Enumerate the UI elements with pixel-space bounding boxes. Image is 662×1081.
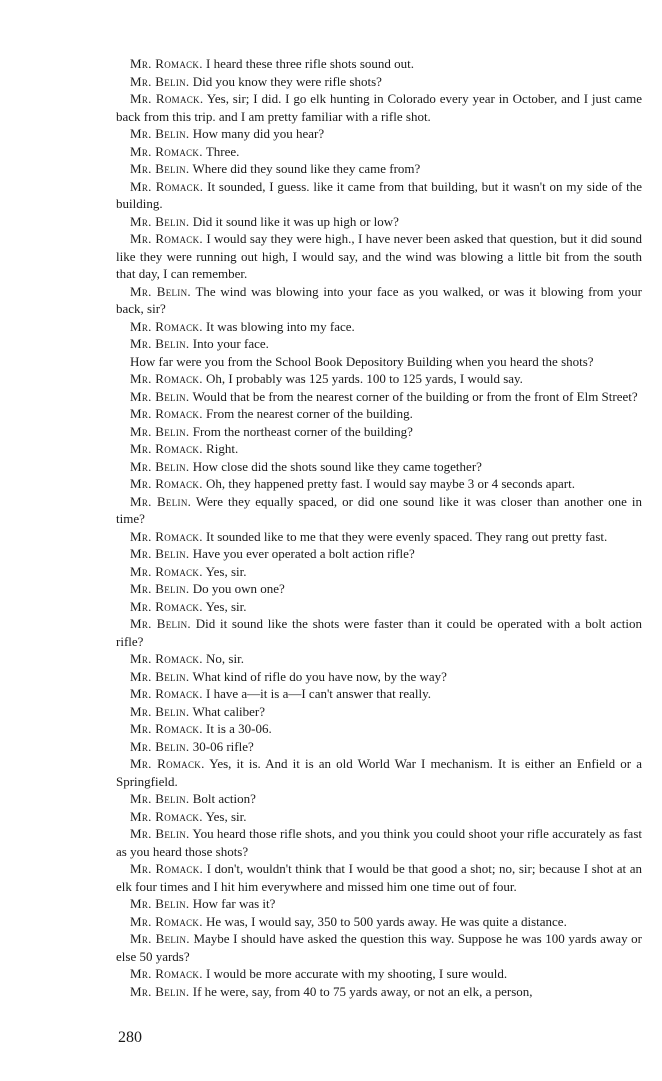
speech-text: How far was it? [192, 896, 276, 911]
speech-text: The wind was blowing into your face as you walked, or was it blowing from your back, sir? [116, 283, 642, 316]
speaker-name: Mr. Belin. [130, 458, 190, 474]
page-number: 280 [118, 1029, 142, 1046]
speech-text: Yes, it is. And it is an old World War I mechanism. It is either an Enfield or a Springfield. [116, 756, 642, 789]
testimony-paragraph [116, 650, 642, 668]
testimony-paragraph [116, 563, 642, 581]
speech-text: 30-06 rifle? [192, 738, 254, 754]
testimony-paragraph [116, 528, 642, 546]
speech-text: Yes, sir. [205, 808, 247, 824]
speaker-name: Mr. Romack. [130, 178, 204, 194]
speaker-name: Mr. Belin. [130, 546, 190, 561]
speech-text: Yes, sir; I did. I go elk hunting in Colorado every year in October, and I just came back from this trip. and I am pretty familiar with a rifle shot. [116, 91, 642, 124]
speaker-name: Mr. Romack. [130, 143, 203, 159]
speech-text: Do you own one? [192, 581, 285, 596]
testimony-paragraph [116, 178, 642, 213]
speech-text: Into your face. [192, 336, 269, 351]
speaker-name: Mr. Romack. [130, 476, 203, 491]
testimony-paragraph [116, 125, 642, 143]
speech-text: How many did you hear? [192, 126, 325, 141]
speech-text: Have you ever operated a bolt action rifle? [192, 546, 415, 561]
speech-text: How far were you from the School Book Depository Building when you heard the shots? [130, 353, 594, 369]
speaker-name: Mr. Belin. [130, 826, 190, 841]
speaker-name: Mr. Romack. [130, 808, 203, 824]
speaker-name: Mr. Belin. [130, 581, 190, 596]
speech-text: Three. [205, 143, 240, 159]
speaker-name: Mr. Romack. [130, 861, 204, 876]
testimony-paragraph [116, 615, 642, 650]
testimony-paragraph [116, 213, 642, 231]
speech-text: Where did they sound like they came from? [192, 161, 421, 176]
speech-text: If he were, say, from 40 to 75 yards away, or not an elk, a person, [192, 983, 533, 999]
speech-text: Maybe I should have asked the question this way. Suppose he was 100 yards away or else 50 yards? [116, 931, 643, 964]
speech-text: It sounded like to me that they were evenly spaced. They rang out pretty fast. [206, 528, 608, 544]
speech-text: From the nearest corner of the building. [206, 406, 413, 421]
speaker-name: Mr. Belin. [130, 493, 192, 509]
speech-text: What caliber? [192, 703, 266, 719]
speaker-name: Mr. Belin. [130, 73, 190, 89]
speaker-name: Mr. Belin. [130, 161, 190, 176]
testimony-paragraph [116, 55, 642, 73]
speaker-name: Mr. Romack. [130, 721, 203, 736]
speaker-name: Mr. Belin. [130, 616, 191, 631]
testimony-paragraph [116, 90, 642, 125]
testimony-paragraph [116, 283, 642, 318]
speaker-name: Mr. Belin. [130, 283, 191, 299]
testimony-paragraph [116, 825, 642, 860]
speaker-name: Mr. Romack. [130, 371, 203, 386]
testimony-paragraph [116, 73, 642, 91]
speaker-name: Mr. Romack. [130, 563, 203, 579]
speech-text: How close did the shots sound like they came together? [192, 458, 482, 474]
speaker-name: Mr. Belin. [130, 931, 190, 946]
speaker-name: Mr. Romack. [130, 966, 203, 981]
speech-text: Did it sound like the shots were faster than it could be operated with a bolt action rifle? [116, 616, 642, 649]
testimony-paragraph [116, 230, 642, 283]
testimony-paragraph [116, 423, 642, 441]
testimony-paragraph [116, 143, 642, 161]
speaker-name: Mr. Romack. [130, 528, 203, 544]
speech-text: I have a—it is a—I can't answer that really. [206, 686, 431, 701]
speaker-name: Mr. Belin. [130, 983, 190, 999]
speaker-name: Mr. Belin. [130, 388, 190, 404]
testimony-paragraph [116, 545, 642, 563]
speaker-name: Mr. Belin. [130, 703, 190, 719]
speaker-name: Mr. Romack. [130, 91, 204, 106]
testimony-paragraph [116, 930, 642, 965]
speech-text: He was, I would say, 350 to 500 yards away. He was quite a distance. [206, 913, 567, 929]
speech-text: Were they equally spaced, or did one sound like it was closer than another one in time? [116, 493, 643, 526]
testimony-paragraph [116, 913, 642, 931]
testimony-paragraph [116, 405, 642, 423]
speech-text: It was blowing into my face. [206, 318, 355, 334]
testimony-paragraph [116, 720, 642, 738]
testimony-paragraph [116, 440, 642, 458]
testimony-paragraph [116, 598, 642, 616]
speaker-name: Mr. Belin. [130, 423, 190, 439]
speech-text: It is a 30-06. [206, 721, 272, 736]
speech-text: Bolt action? [192, 791, 256, 806]
testimony-paragraph [116, 755, 642, 790]
testimony-paragraph [116, 983, 642, 1001]
testimony-paragraph [116, 335, 642, 353]
transcript-body [116, 55, 642, 1000]
speech-text: You heard those rifle shots, and you think you could shoot your rifle accurately as fast as you heard those shots? [116, 826, 642, 859]
speaker-name: Mr. Romack. [130, 318, 203, 334]
testimony-paragraph [116, 860, 642, 895]
speech-text: No, sir. [206, 651, 244, 666]
speech-text: Yes, sir. [205, 563, 247, 579]
speaker-name: Mr. Romack. [130, 756, 205, 771]
testimony-paragraph [116, 965, 642, 983]
speaker-name: Mr. Romack. [130, 686, 203, 701]
speaker-name: Mr. Belin. [130, 738, 190, 754]
speaker-name: Mr. Romack. [130, 651, 203, 666]
speaker-name: Mr. Belin. [130, 896, 190, 911]
testimony-paragraph [116, 703, 642, 721]
speaker-name: Mr. Belin. [130, 126, 190, 141]
speech-text: Oh, I probably was 125 yards. 100 to 125 yards, I would say. [206, 371, 523, 386]
testimony-paragraph [116, 458, 642, 476]
testimony-paragraph [116, 318, 642, 336]
speech-text: From the northeast corner of the building? [192, 423, 413, 439]
testimony-paragraph [116, 493, 642, 528]
testimony-paragraph [116, 668, 642, 686]
speech-text: Right. [206, 441, 239, 456]
testimony-paragraph [116, 685, 642, 703]
speaker-name: Mr. Romack. [130, 598, 203, 614]
speech-text: Yes, sir. [205, 598, 247, 614]
testimony-paragraph [116, 808, 642, 826]
speech-text: I would say they were high., I have never been asked that question, but it did sound like they were running out high, I would say, and the wind was blowing a little bit from the south that day, I can remember. [116, 231, 642, 281]
testimony-paragraph [116, 388, 642, 406]
speech-text: Did you know they were rifle shots? [192, 73, 382, 89]
speaker-name: Mr. Romack. [130, 441, 203, 456]
testimony-paragraph [116, 370, 642, 388]
testimony-paragraph [116, 353, 642, 371]
speech-text: What kind of rifle do you have now, by the way? [192, 668, 447, 684]
testimony-paragraph [116, 738, 642, 756]
speaker-name: Mr. Belin. [130, 668, 190, 684]
speech-text: I heard these three rifle shots sound out. [206, 56, 414, 71]
speech-text: Would that be from the nearest corner of the building or from the front of Elm Street? [192, 388, 638, 404]
speaker-name: Mr. Romack. [130, 913, 203, 929]
testimony-paragraph [116, 790, 642, 808]
speaker-name: Mr. Romack. [130, 56, 203, 71]
speaker-name: Mr. Belin. [130, 791, 190, 806]
speech-text: I would be more accurate with my shooting, I sure would. [206, 966, 508, 981]
testimony-paragraph [116, 475, 642, 493]
speech-text: I don't, wouldn't think that I would be that good a shot; no, sir; because I shot at an elk four times and I hit him everywhere and missed him one time out of four. [116, 861, 642, 894]
speech-text: Oh, they happened pretty fast. I would say maybe 3 or 4 seconds apart. [206, 476, 575, 491]
speaker-name: Mr. Belin. [130, 336, 190, 351]
speaker-name: Mr. Belin. [130, 213, 190, 229]
speaker-name: Mr. Romack. [130, 231, 203, 246]
testimony-paragraph [116, 580, 642, 598]
speech-text: It sounded, I guess. like it came from that building, but it wasn't on my side of the building. [116, 178, 643, 211]
speaker-name: Mr. Romack. [130, 406, 203, 421]
testimony-paragraph [116, 895, 642, 913]
testimony-paragraph [116, 160, 642, 178]
speech-text: Did it sound like it was up high or low? [192, 213, 399, 229]
